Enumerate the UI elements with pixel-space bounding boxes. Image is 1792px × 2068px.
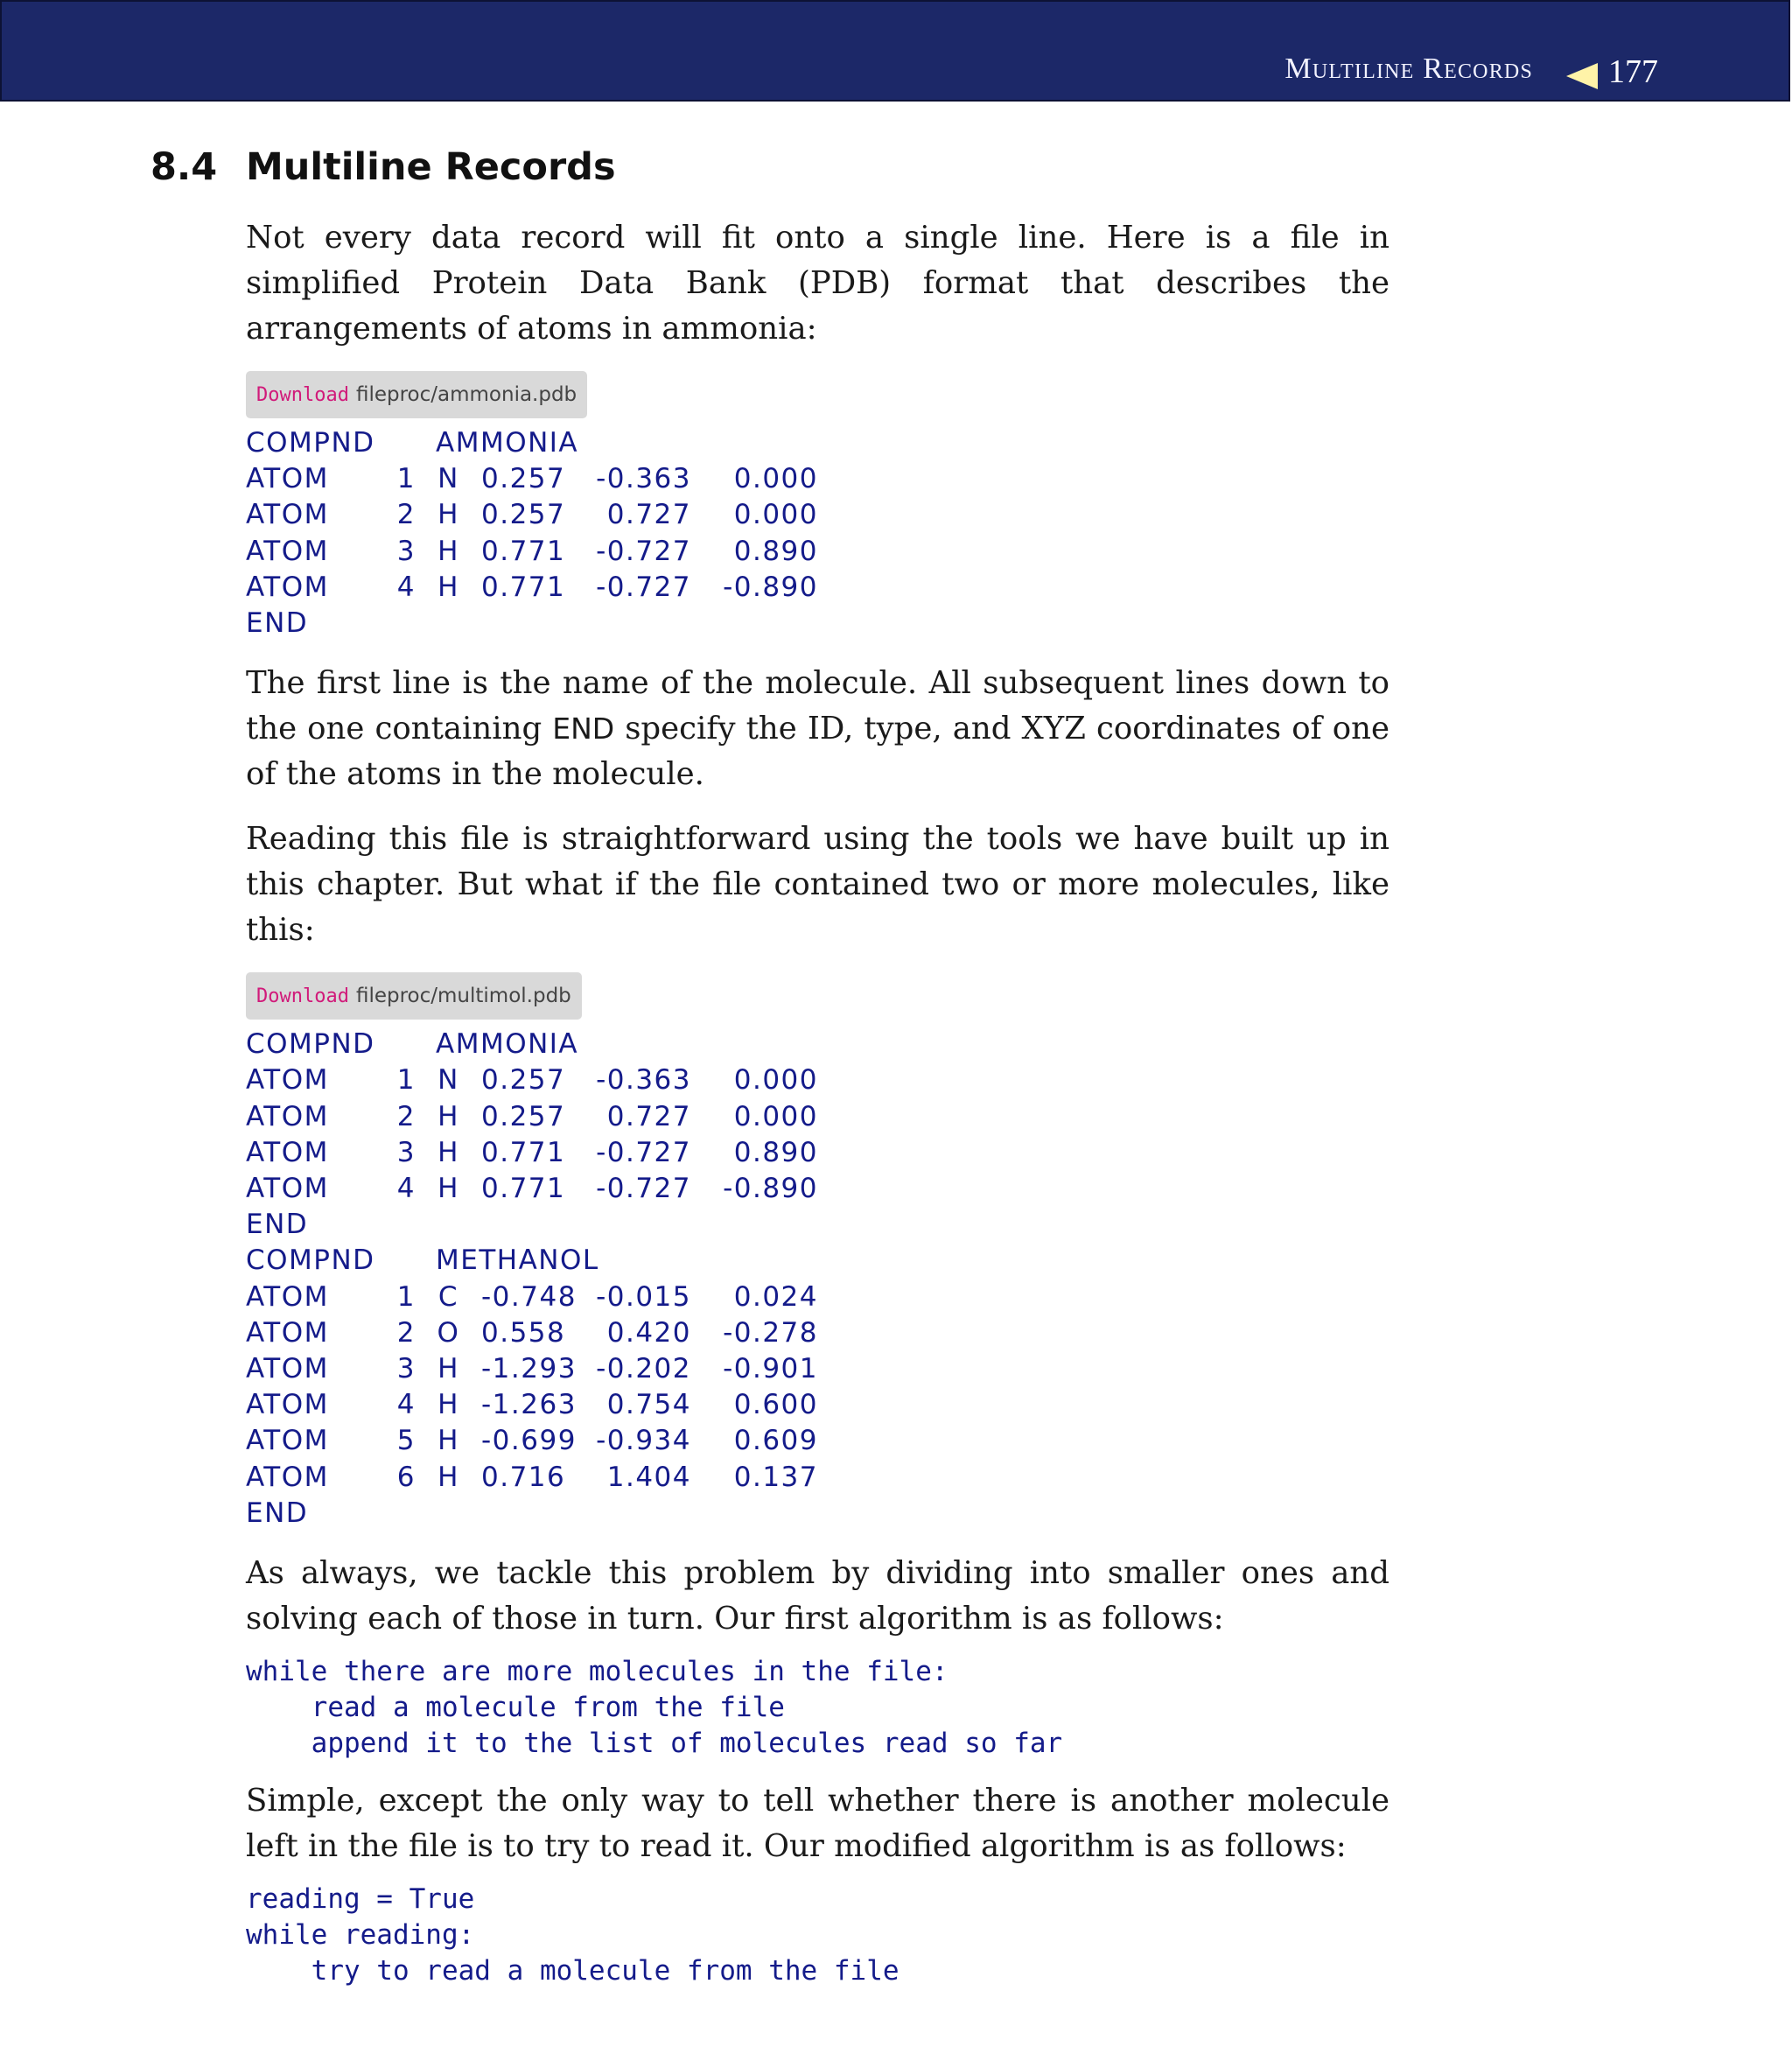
pdb-record-type: ATOM xyxy=(246,1425,329,1457)
pdb-row xyxy=(246,1279,818,1315)
pdb-atom-element: N xyxy=(438,463,459,495)
download-label: Download xyxy=(256,985,349,1008)
pdb-atom-id: 3 xyxy=(396,535,416,567)
pdb-row xyxy=(246,1135,818,1171)
pdb-row xyxy=(246,497,818,533)
pdb-row xyxy=(246,1062,818,1098)
pdb-atom-x: 0.558 xyxy=(481,1316,566,1349)
pdb-atom-x: 0.257 xyxy=(481,463,566,495)
pdb-compound-name: AMMONIA xyxy=(436,427,579,459)
pdb-record-type: COMPND xyxy=(246,1244,375,1277)
pdb-atom-z: 0.000 xyxy=(733,1100,818,1132)
pdb-row xyxy=(246,1315,818,1351)
paragraph-first-line xyxy=(246,661,1390,797)
pdb-atom-id: 4 xyxy=(396,571,416,603)
section-title: Multiline Records xyxy=(246,145,616,189)
pdb-row xyxy=(246,1243,818,1279)
pdb-atom-z: 0.000 xyxy=(733,499,818,531)
pdb-atom-element: N xyxy=(438,1064,459,1097)
pdb-atom-z: 0.000 xyxy=(733,463,818,495)
pdb-atom-x: -0.748 xyxy=(481,1280,577,1313)
paragraph-text: The first line is the name of the molecule. All subsequent lines down to the one containing xyxy=(246,665,1390,747)
pdb-atom-id: 3 xyxy=(396,1353,416,1385)
pdb-atom-y: -0.727 xyxy=(596,1136,691,1168)
pdb-atom-z: 0.600 xyxy=(733,1389,818,1421)
download-label: Download xyxy=(256,384,349,406)
content xyxy=(246,215,1390,1989)
pdb-atom-z: 0.890 xyxy=(733,535,818,567)
code-line: while there are more molecules in the file: xyxy=(246,1656,948,1688)
pdb-atom-y: -0.727 xyxy=(596,571,691,603)
paragraph-tackle: As always, we tackle this problem by dividing into smaller ones and solving each of those in turn. Our first algorithm is as follows: xyxy=(246,1555,1390,1637)
pdb-record-type: ATOM xyxy=(246,535,329,567)
code-line: while reading: xyxy=(246,1918,475,1951)
pdb-atom-x: 0.257 xyxy=(481,1064,566,1097)
pdb-atom-y: 0.727 xyxy=(606,1100,691,1132)
pdb-atom-y: -0.727 xyxy=(596,535,691,567)
code-algorithm-2 xyxy=(246,1882,1390,1990)
pdb-row xyxy=(246,1171,818,1207)
pdb-atom-x: -1.263 xyxy=(481,1389,577,1421)
pdb-atom-x: 0.257 xyxy=(481,499,566,531)
pdb-atom-id: 2 xyxy=(396,1100,416,1132)
pdb-record-type: ATOM xyxy=(246,1173,329,1205)
pdb-atom-element: H xyxy=(438,1353,459,1385)
pdb-listing-ammonia xyxy=(246,425,818,641)
pdb-atom-x: -0.699 xyxy=(481,1425,577,1457)
pdb-atom-y: -0.727 xyxy=(596,1173,691,1205)
pdb-atom-id: 1 xyxy=(396,1280,416,1313)
pdb-record-type: ATOM xyxy=(246,1353,329,1385)
pdb-atom-element: H xyxy=(438,1389,459,1421)
pdb-atom-y: -0.934 xyxy=(596,1425,691,1457)
pdb-record-type: ATOM xyxy=(246,1064,329,1097)
pdb-atom-element: C xyxy=(438,1280,459,1313)
code-line: try to read a molecule from the file xyxy=(246,1955,900,1987)
pdb-atom-element: H xyxy=(438,1425,459,1457)
code-line: read a molecule from the file xyxy=(246,1692,785,1724)
page-number: 177 xyxy=(1608,53,1658,90)
pdb-atom-y: -0.363 xyxy=(596,463,691,495)
pdb-atom-x: 0.771 xyxy=(481,1136,566,1168)
download-path: fileproc/ammonia.pdb xyxy=(355,383,578,406)
pdb-atom-id: 4 xyxy=(396,1389,416,1421)
download-path: fileproc/multimol.pdb xyxy=(355,985,571,1008)
pdb-record-type: END xyxy=(246,1209,309,1241)
pdb-record-type: ATOM xyxy=(246,1461,329,1493)
pdb-atom-element: H xyxy=(438,571,459,603)
pdb-record-type: COMPND xyxy=(246,427,375,459)
pdb-atom-z: -0.278 xyxy=(723,1316,818,1349)
pdb-row xyxy=(246,1496,818,1532)
pdb-row xyxy=(246,1351,818,1387)
pdb-record-type: END xyxy=(246,607,309,640)
code-line: append it to the list of molecules read so far xyxy=(246,1728,1063,1760)
pdb-atom-id: 6 xyxy=(396,1461,416,1493)
pdb-row xyxy=(246,534,818,570)
pdb-record-type: ATOM xyxy=(246,499,329,531)
pdb-atom-element: H xyxy=(438,1100,459,1132)
pdb-atom-element: H xyxy=(438,535,459,567)
pdb-row xyxy=(246,1387,818,1423)
pdb-record-type: ATOM xyxy=(246,1280,329,1313)
pdb-atom-x: 0.716 xyxy=(481,1461,566,1493)
pdb-row xyxy=(246,1460,818,1496)
pdb-atom-x: -1.293 xyxy=(481,1353,577,1385)
pdb-compound-name: METHANOL xyxy=(436,1244,599,1277)
pdb-atom-id: 3 xyxy=(396,1136,416,1168)
download-tag[interactable] xyxy=(246,371,587,418)
running-header-title: Multiline Records xyxy=(1284,53,1533,85)
pdb-row xyxy=(246,1207,818,1243)
pdb-atom-x: 0.771 xyxy=(481,571,566,603)
pdb-row xyxy=(246,1027,818,1062)
pdb-atom-element: H xyxy=(438,499,459,531)
pdb-atom-y: 0.727 xyxy=(606,499,691,531)
pdb-atom-id: 1 xyxy=(396,1064,416,1097)
pdb-atom-z: 0.024 xyxy=(733,1280,818,1313)
paragraph-simple: Simple, except the only way to tell whether there is another molecule left in the file is to try to read it. Our modified algorithm is as follows: xyxy=(246,1782,1390,1864)
pdb-atom-z: 0.000 xyxy=(733,1064,818,1097)
pdb-row xyxy=(246,570,818,606)
pdb-atom-z: -0.890 xyxy=(723,571,818,603)
pdb-record-type: ATOM xyxy=(246,571,329,603)
inline-code-end: END xyxy=(552,712,615,747)
pdb-atom-x: 0.257 xyxy=(481,1100,566,1132)
pdb-row xyxy=(246,1423,818,1459)
pdb-atom-x: 0.771 xyxy=(481,535,566,567)
code-line: reading = True xyxy=(246,1882,475,1915)
pdb-record-type: ATOM xyxy=(246,1316,329,1349)
pdb-row xyxy=(246,606,818,641)
pdb-atom-z: -0.890 xyxy=(723,1173,818,1205)
pdb-row xyxy=(246,1099,818,1135)
pdb-record-type: COMPND xyxy=(246,1028,375,1061)
pdb-atom-y: 0.420 xyxy=(606,1316,691,1349)
pdb-atom-z: 0.609 xyxy=(733,1425,818,1457)
pdb-atom-id: 4 xyxy=(396,1173,416,1205)
pdb-atom-x: 0.771 xyxy=(481,1173,566,1205)
paragraph-multiple-molecules: Reading this file is straightforward using the tools we have built up in this chapter. But what if the file contained two or more molecules, like this: xyxy=(246,821,1390,949)
pdb-listing-multimol xyxy=(246,1027,818,1532)
arrow-left-icon xyxy=(1566,63,1598,89)
pdb-atom-element: O xyxy=(437,1316,460,1349)
code-algorithm-1 xyxy=(246,1654,1390,1763)
pdb-atom-id: 2 xyxy=(396,499,416,531)
header-bar xyxy=(0,0,1790,102)
pdb-atom-y: -0.363 xyxy=(596,1064,691,1097)
section-number: 8.4 xyxy=(150,145,218,189)
pdb-atom-y: 0.754 xyxy=(606,1389,691,1421)
paragraph-intro: Not every data record will fit onto a single line. Here is a file in simplified Protein Data Bank (PDB) format that describes the arrangements of atoms in ammonia: xyxy=(246,220,1390,347)
pdb-atom-id: 2 xyxy=(396,1316,416,1349)
section-heading xyxy=(150,145,616,189)
pdb-atom-element: H xyxy=(438,1136,459,1168)
pdb-atom-y: -0.202 xyxy=(596,1353,691,1385)
paragraph-text: specify the ID, type, and XYZ coordinates of one of the atoms in the molecule. xyxy=(246,711,1390,793)
pdb-atom-z: 0.137 xyxy=(733,1461,818,1493)
pdb-atom-element: H xyxy=(438,1173,459,1205)
pdb-atom-id: 1 xyxy=(396,463,416,495)
download-multimol[interactable] xyxy=(246,972,1390,1020)
pdb-row xyxy=(246,425,818,461)
download-tag[interactable] xyxy=(246,972,582,1020)
pdb-atom-z: -0.901 xyxy=(723,1353,818,1385)
pdb-row xyxy=(246,461,818,497)
pdb-record-type: ATOM xyxy=(246,1100,329,1132)
pdb-atom-id: 5 xyxy=(396,1425,416,1457)
pdb-atom-element: H xyxy=(438,1461,459,1493)
pdb-atom-y: 1.404 xyxy=(606,1461,691,1493)
pdb-record-type: ATOM xyxy=(246,1136,329,1168)
download-ammonia[interactable] xyxy=(246,371,1390,418)
pdb-compound-name: AMMONIA xyxy=(436,1028,579,1061)
pdb-atom-y: -0.015 xyxy=(596,1280,691,1313)
pdb-record-type: END xyxy=(246,1497,309,1529)
pdb-record-type: ATOM xyxy=(246,463,329,495)
pdb-atom-z: 0.890 xyxy=(733,1136,818,1168)
pdb-record-type: ATOM xyxy=(246,1389,329,1421)
